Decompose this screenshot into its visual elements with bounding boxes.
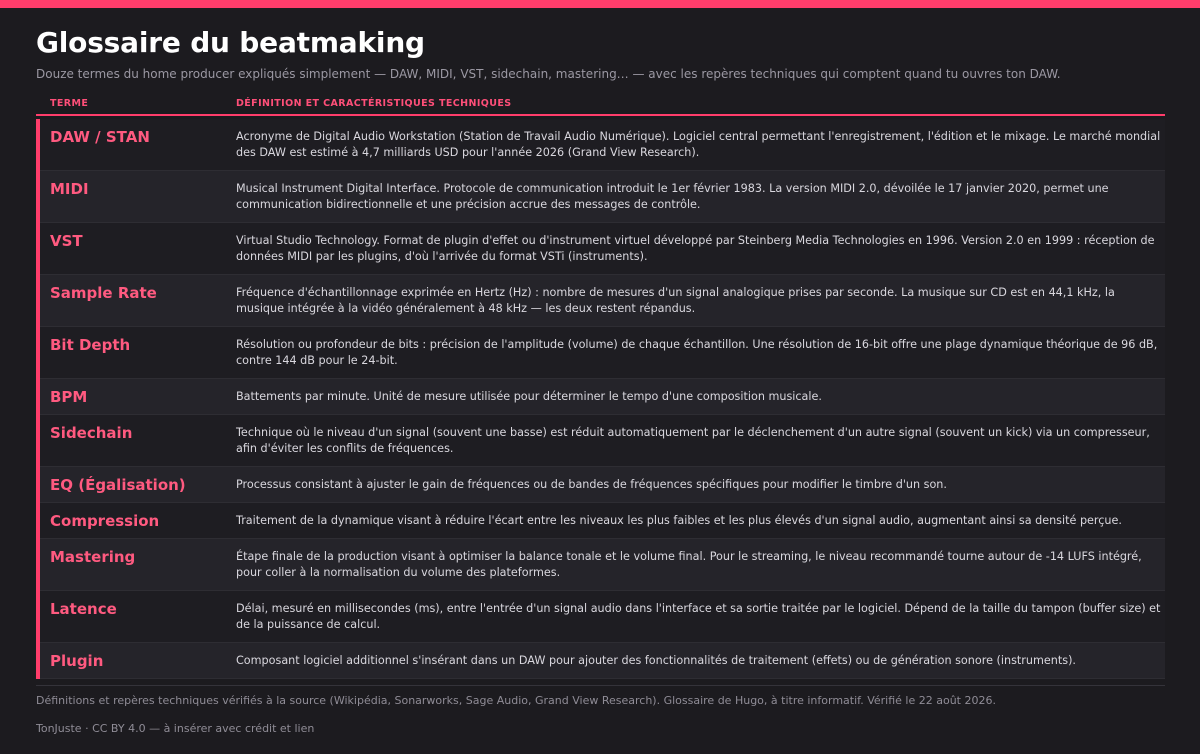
license-credit: TonJuste · CC BY 4.0 — à insérer avec crédit et lien bbox=[36, 722, 315, 735]
glossary-definition: Acronyme de Digital Audio Workstation (Station de Travail Audio Numérique). Logiciel central permettant l'enregistrement, l'édition et le mixage. Le marché mondial des DAW est estimé à 4,7 milliards USD pour l'année 2026 (Grand View Research). bbox=[236, 130, 1161, 159]
glossary-row-sidechain bbox=[40, 415, 1165, 467]
column-header-definition: DÉFINITION ET CARACTÉRISTIQUES TECHNIQUES bbox=[236, 98, 512, 109]
glossary-row-mastering bbox=[40, 539, 1165, 591]
glossary-term: Sample Rate bbox=[50, 284, 157, 302]
glossary-row-daw bbox=[40, 119, 1165, 171]
glossary-row-sample-rate bbox=[40, 275, 1165, 327]
glossary-table bbox=[36, 119, 1165, 679]
glossary-term: EQ (Égalisation) bbox=[50, 476, 186, 494]
glossary-term: MIDI bbox=[50, 180, 89, 198]
column-header-term: TERME bbox=[50, 98, 89, 109]
glossary-row-compression bbox=[40, 503, 1165, 539]
glossary-definition: Résolution ou profondeur de bits : précision de l'amplitude (volume) de chaque échantillon. Une résolution de 16-bit offre une plage dynamique théorique de 96 dB, contre 144 dB pour le 24-bit. bbox=[236, 338, 1158, 367]
glossary-definition: Technique où le niveau d'un signal (souvent une basse) est réduit automatiquement par le déclenchement d'un autre signal (souvent un kick) via un compresseur, afin d'éviter les conflits de fréquences. bbox=[236, 426, 1150, 455]
glossary-term: DAW / STAN bbox=[50, 128, 150, 146]
glossary-definition: Délai, mesuré en millisecondes (ms), entre l'entrée d'un signal audio dans l'interface et sa sortie traitée par le logiciel. Dépend de la taille du tampon (buffer size) et de la puissance de calcul. bbox=[236, 602, 1161, 631]
glossary-row-plugin bbox=[40, 643, 1165, 679]
glossary-definition: Musical Instrument Digital Interface. Protocole de communication introduit le 1er février 1983. La version MIDI 2.0, dévoilée le 17 janvier 2020, permet une communication bidirectionnelle et une précision accrue des messages de contrôle. bbox=[236, 182, 1109, 211]
glossary-term: Bit Depth bbox=[50, 336, 131, 354]
glossary-definition: Composant logiciel additionnel s'insérant dans un DAW pour ajouter des fonctionnalités de traitement (effets) ou de génération sonore (instruments). bbox=[236, 654, 1076, 667]
glossary-definition: Étape finale de la production visant à optimiser la balance tonale et le volume final. Pour le streaming, le niveau recommandé tourne autour de -14 LUFS intégré, pour coller à la normalisation du volume des plateformes. bbox=[236, 550, 1142, 579]
glossary-term: Latence bbox=[50, 600, 117, 618]
glossary-term: Compression bbox=[50, 512, 160, 530]
glossary-row-vst bbox=[40, 223, 1165, 275]
page-subtitle: Douze termes du home producer expliqués simplement — DAW, MIDI, VST, sidechain, mastering… — avec les repères techniques qui comptent quand tu ouvres ton DAW. bbox=[36, 67, 1061, 81]
glossary-row-midi bbox=[40, 171, 1165, 223]
glossary-term: BPM bbox=[50, 388, 88, 406]
accent-top-bar bbox=[0, 0, 1200, 8]
glossary-term: Sidechain bbox=[50, 424, 133, 442]
glossary-term: VST bbox=[50, 232, 83, 250]
glossary-row-bit-depth bbox=[40, 327, 1165, 379]
glossary-definition: Fréquence d'échantillonnage exprimée en Hertz (Hz) : nombre de mesures d'un signal analogique prises par seconde. La musique sur CD est en 44,1 kHz, la musique intégrée à la vidéo généralement à 48 kHz — les deux restent répandus. bbox=[236, 286, 1115, 315]
glossary-row-eq bbox=[40, 467, 1165, 503]
glossary-definition: Traitement de la dynamique visant à réduire l'écart entre les niveaux les plus faibles et les plus élevés d'un signal audio, augmentant ainsi sa densité perçue. bbox=[236, 514, 1122, 527]
glossary-row-bpm bbox=[40, 379, 1165, 415]
glossary-definition: Battements par minute. Unité de mesure utilisée pour déterminer le tempo d'une composition musicale. bbox=[236, 390, 822, 403]
glossary-definition: Virtual Studio Technology. Format de plugin d'effet ou d'instrument virtuel développé par Steinberg Media Technologies en 1996. Version 2.0 en 1999 : réception de données MIDI par les plugins, d'où l'arrivée du format VSTi (instruments). bbox=[236, 234, 1155, 263]
table-header bbox=[36, 96, 1165, 116]
glossary-definition: Processus consistant à ajuster le gain de fréquences ou de bandes de fréquences spécifiques pour modifier le timbre d'un son. bbox=[236, 478, 947, 491]
glossary-row-latence bbox=[40, 591, 1165, 643]
sources-note: Définitions et repères techniques vérifiés à la source (Wikipédia, Sonarworks, Sage Audio, Grand View Research). Glossaire de Hugo, à titre informatif. Vérifié le 22 août 2026. bbox=[36, 694, 996, 707]
page-title: Glossaire du beatmaking bbox=[36, 26, 425, 59]
glossary-term: Plugin bbox=[50, 652, 104, 670]
glossary-term: Mastering bbox=[50, 548, 136, 566]
footer-divider bbox=[36, 685, 1165, 686]
